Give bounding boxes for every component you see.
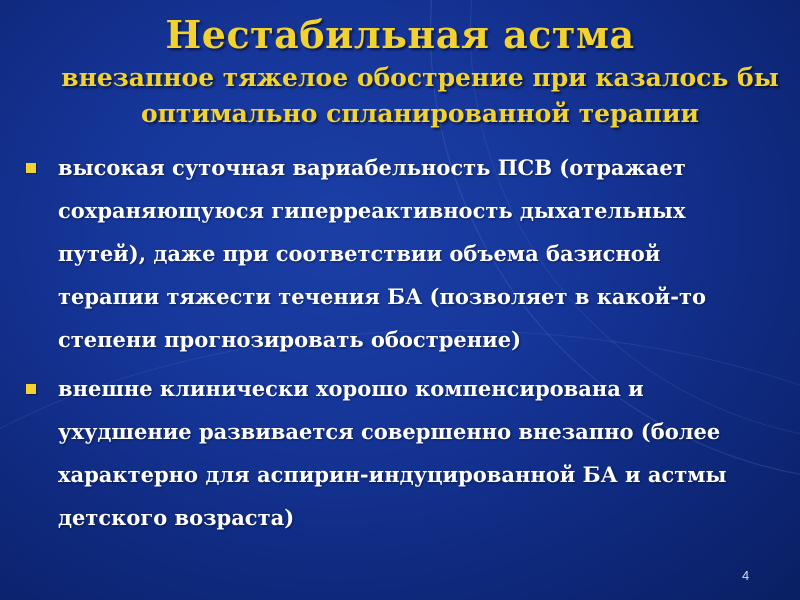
bullet-item <box>22 146 762 361</box>
square-bullet-icon <box>26 384 36 394</box>
slide-title: Нестабильная астма <box>165 12 635 57</box>
square-bullet-icon <box>26 163 36 173</box>
bullet-item <box>22 367 762 539</box>
bullet-text: внешне клинически хорошо компенсирована и ухудшение развивается совершенно внезапно (более характерно для аспирин-индуцированной БА и астмы детского возраста) <box>58 376 727 530</box>
slide-subtitle: внезапное тяжелое обострение при казалось бы оптимально спланированной терапии <box>61 63 779 128</box>
bullet-text: высокая суточная вариабельность ПСВ (отражает сохраняющуюся гиперреактивность дыхательных путей), даже при соответствии объема базисной терапии тяжести течения БА (позволяет в какой-то степени прогнозировать обострение) <box>58 155 706 352</box>
bullet-list <box>22 146 762 545</box>
page-number: 4 <box>742 568 750 583</box>
